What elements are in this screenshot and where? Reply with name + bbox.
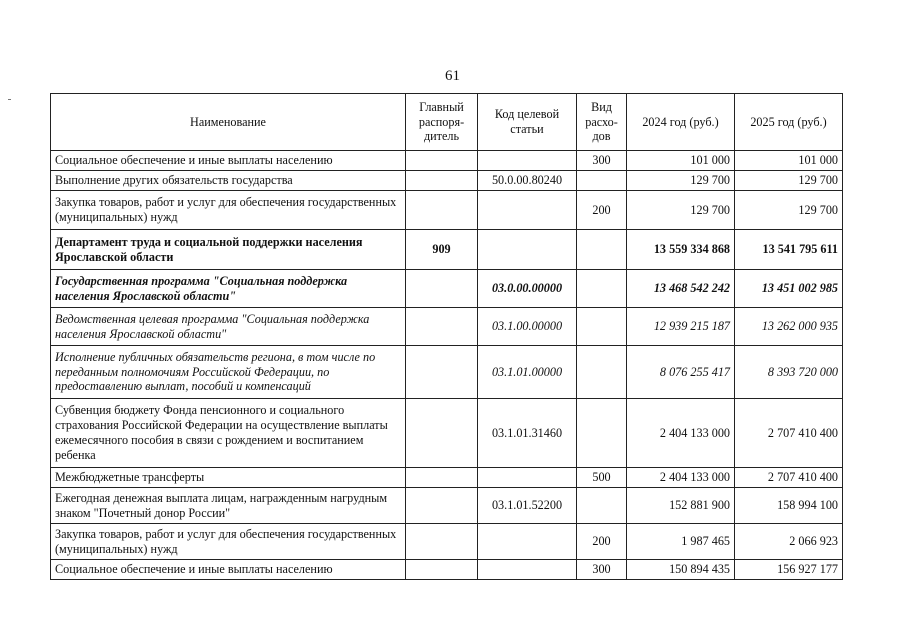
header-chief-manager: Главный распоря-дитель xyxy=(406,94,478,151)
cell-chief-manager xyxy=(406,524,478,560)
cell-amount-2024: 1 987 465 xyxy=(627,524,735,560)
cell-amount-2025: 13 541 795 611 xyxy=(735,230,843,270)
cell-amount-2024: 129 700 xyxy=(627,171,735,191)
cell-chief-manager xyxy=(406,151,478,171)
header-target-code: Код целевой статьи xyxy=(478,94,577,151)
table-row xyxy=(51,346,843,399)
cell-target-code: 03.1.01.00000 xyxy=(478,346,577,399)
cell-name: Ежегодная денежная выплата лицам, награжденным нагрудным знаком "Почетный донор России" xyxy=(51,488,406,524)
cell-name: Департамент труда и социальной поддержки населения Ярославской области xyxy=(51,230,406,270)
cell-amount-2024: 8 076 255 417 xyxy=(627,346,735,399)
cell-name: Закупка товаров, работ и услуг для обеспечения государственных (муниципальных) нужд xyxy=(51,524,406,560)
cell-amount-2024: 2 404 133 000 xyxy=(627,468,735,488)
cell-chief-manager xyxy=(406,270,478,308)
cell-amount-2025: 101 000 xyxy=(735,151,843,171)
header-name: Наименование xyxy=(51,94,406,151)
cell-amount-2024: 13 559 334 868 xyxy=(627,230,735,270)
cell-amount-2024: 150 894 435 xyxy=(627,560,735,580)
cell-expense-type: 500 xyxy=(577,468,627,488)
table-row xyxy=(51,468,843,488)
cell-target-code xyxy=(478,524,577,560)
cell-amount-2025: 13 262 000 935 xyxy=(735,308,843,346)
cell-amount-2024: 101 000 xyxy=(627,151,735,171)
cell-expense-type xyxy=(577,171,627,191)
cell-target-code: 03.1.01.52200 xyxy=(478,488,577,524)
cell-amount-2025: 2 707 410 400 xyxy=(735,468,843,488)
cell-amount-2025: 13 451 002 985 xyxy=(735,270,843,308)
cell-name: Исполнение публичных обязательств региона, в том числе по переданным полномочиям Российской Федерации, по предоставлению выплат, пособий и компенсаций xyxy=(51,346,406,399)
cell-amount-2025: 129 700 xyxy=(735,171,843,191)
cell-chief-manager xyxy=(406,560,478,580)
cell-chief-manager xyxy=(406,191,478,230)
cell-target-code xyxy=(478,560,577,580)
cell-chief-manager xyxy=(406,468,478,488)
cell-target-code: 03.0.00.00000 xyxy=(478,270,577,308)
cell-expense-type xyxy=(577,488,627,524)
table-row xyxy=(51,230,843,270)
cell-expense-type: 300 xyxy=(577,151,627,171)
cell-amount-2024: 129 700 xyxy=(627,191,735,230)
table-row xyxy=(51,151,843,171)
cell-name: Выполнение других обязательств государства xyxy=(51,171,406,191)
table-row xyxy=(51,270,843,308)
cell-name: Субвенция бюджету Фонда пенсионного и социального страхования Российской Федерации на осуществление выплаты ежемесячного пособия в связи с рождением и воспитанием ребенка xyxy=(51,399,406,468)
cell-target-code xyxy=(478,151,577,171)
cell-name: Ведомственная целевая программа "Социальная поддержка населения Ярославской области" xyxy=(51,308,406,346)
table-row xyxy=(51,171,843,191)
cell-amount-2024: 152 881 900 xyxy=(627,488,735,524)
table-row xyxy=(51,399,843,468)
table-row xyxy=(51,524,843,560)
page-number: 61 xyxy=(445,68,460,84)
table-header-row xyxy=(51,94,843,151)
cell-target-code xyxy=(478,468,577,488)
scan-mark xyxy=(8,99,11,100)
header-year-2025: 2025 год (руб.) xyxy=(735,94,843,151)
cell-target-code xyxy=(478,230,577,270)
cell-chief-manager xyxy=(406,308,478,346)
cell-name: Государственная программа "Социальная поддержка населения Ярославской области" xyxy=(51,270,406,308)
cell-target-code: 03.1.01.31460 xyxy=(478,399,577,468)
cell-amount-2025: 129 700 xyxy=(735,191,843,230)
cell-expense-type xyxy=(577,230,627,270)
cell-chief-manager: 909 xyxy=(406,230,478,270)
cell-amount-2025: 2 066 923 xyxy=(735,524,843,560)
cell-expense-type: 200 xyxy=(577,524,627,560)
table-row xyxy=(51,308,843,346)
cell-expense-type: 300 xyxy=(577,560,627,580)
cell-name: Социальное обеспечение и иные выплаты населению xyxy=(51,560,406,580)
cell-amount-2025: 156 927 177 xyxy=(735,560,843,580)
cell-target-code: 50.0.00.80240 xyxy=(478,171,577,191)
cell-amount-2024: 13 468 542 242 xyxy=(627,270,735,308)
cell-chief-manager xyxy=(406,171,478,191)
cell-amount-2025: 158 994 100 xyxy=(735,488,843,524)
header-year-2024: 2024 год (руб.) xyxy=(627,94,735,151)
cell-name: Социальное обеспечение и иные выплаты населению xyxy=(51,151,406,171)
cell-chief-manager xyxy=(406,346,478,399)
cell-target-code xyxy=(478,191,577,230)
cell-expense-type xyxy=(577,308,627,346)
header-expense-type: Вид расхо-дов xyxy=(577,94,627,151)
cell-amount-2024: 12 939 215 187 xyxy=(627,308,735,346)
cell-chief-manager xyxy=(406,399,478,468)
cell-expense-type xyxy=(577,346,627,399)
cell-name: Закупка товаров, работ и услуг для обеспечения государственных (муниципальных) нужд xyxy=(51,191,406,230)
cell-chief-manager xyxy=(406,488,478,524)
cell-target-code: 03.1.00.00000 xyxy=(478,308,577,346)
cell-expense-type xyxy=(577,399,627,468)
cell-amount-2024: 2 404 133 000 xyxy=(627,399,735,468)
table-body xyxy=(51,151,843,580)
cell-expense-type: 200 xyxy=(577,191,627,230)
cell-name: Межбюджетные трансферты xyxy=(51,468,406,488)
table-row xyxy=(51,488,843,524)
cell-amount-2025: 8 393 720 000 xyxy=(735,346,843,399)
table-row xyxy=(51,191,843,230)
budget-table xyxy=(50,93,843,580)
table-row xyxy=(51,560,843,580)
cell-amount-2025: 2 707 410 400 xyxy=(735,399,843,468)
cell-expense-type xyxy=(577,270,627,308)
